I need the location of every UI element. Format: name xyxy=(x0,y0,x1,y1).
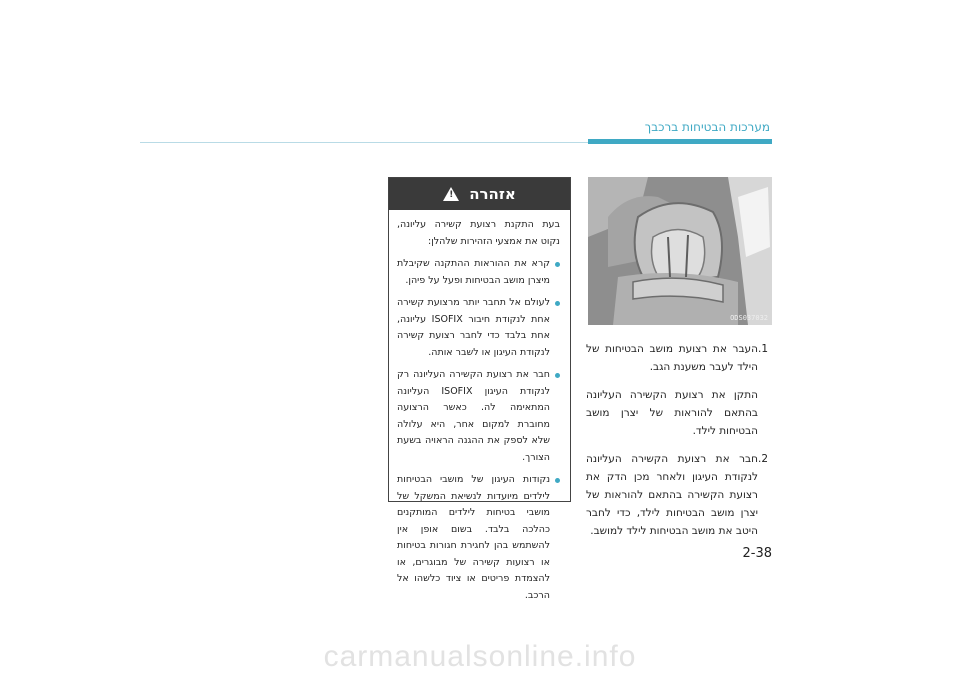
step-number: 1. xyxy=(758,343,769,355)
header-divider xyxy=(140,142,590,143)
warning-header xyxy=(389,178,570,210)
watermark: carmanualsonline.info xyxy=(323,640,637,673)
warning-intro: בעת התקנת רצועת קשירה עליונה, נקוט את אמצעי הזהירות שלהלן: xyxy=(397,219,560,247)
step-paragraph: העבר את רצועת מושב הבטיחות של הילד לעבר משענת הגב. xyxy=(586,343,758,373)
step-2 xyxy=(586,450,774,550)
instruction-steps xyxy=(586,340,774,550)
warning-bullet: לעולם אל תחבר יותר מרצועת קשירה אחת לנקודת חיבור ISOFIX עליונה, אחת בלבד כדי לחבר רצועת קשירה לנקודת העיגון או לשבר אותה. xyxy=(397,295,560,361)
child-seat-illustration xyxy=(588,177,772,325)
step-paragraph: התקן את רצועת הקשירה העליונה בהתאם להוראות של יצרן מושב הבטיחות לילד. xyxy=(586,389,758,437)
step-number: 2. xyxy=(758,453,769,465)
figure-code: ODS037032 xyxy=(730,314,768,322)
warning-box xyxy=(388,177,571,601)
step-1 xyxy=(586,340,774,450)
child-seat-photo xyxy=(588,177,772,325)
step-paragraph: חבר את רצועת הקשירה העליונה לנקודת העיגון ולאחר מכן הדק את רצועת הקשירה בהתאם להוראות של יצרן מושב הבטיחות לילד, כדי לחבר היטב את מושב הבטיחות לילד למושב. xyxy=(586,453,758,537)
warning-body xyxy=(389,210,570,604)
warning-bullet: נקודות העיגון של מושבי הבטיחות לילדים מיועדות לנשיאת המשקל של מושבי בטיחות לילדים המותקנים כהלכה בלבד. בשום אופן אין להשתמש בהן לחגירת חגורות בטיחות או רצועות קשירה של מבוגרים, או להצמדת פריטים או ציוד כלשהו אל הרכב. xyxy=(397,472,560,604)
header-accent-bar xyxy=(588,139,772,144)
warning-bullet: חבר את רצועת הקשירה העליונה רק לנקודת העיגון ISOFIX העליונה המתאימה לה. כאשר הרצועה מחוברת למקום אחר, היא עלולה שלא לספק את ההגנה הראויה בשעת הצורך. xyxy=(397,367,560,466)
header-title: מערכות הבטיחות ברכבך xyxy=(644,120,770,134)
warning-title: אזהרה xyxy=(469,185,516,203)
warning-triangle-icon: ! xyxy=(443,187,459,201)
page-number: 2-38 xyxy=(742,546,772,561)
warning-bullet: קרא את ההוראות ההתקנה שקיבלת מיצרן מושב הבטיחות ופעל על פיהן. xyxy=(397,256,560,289)
